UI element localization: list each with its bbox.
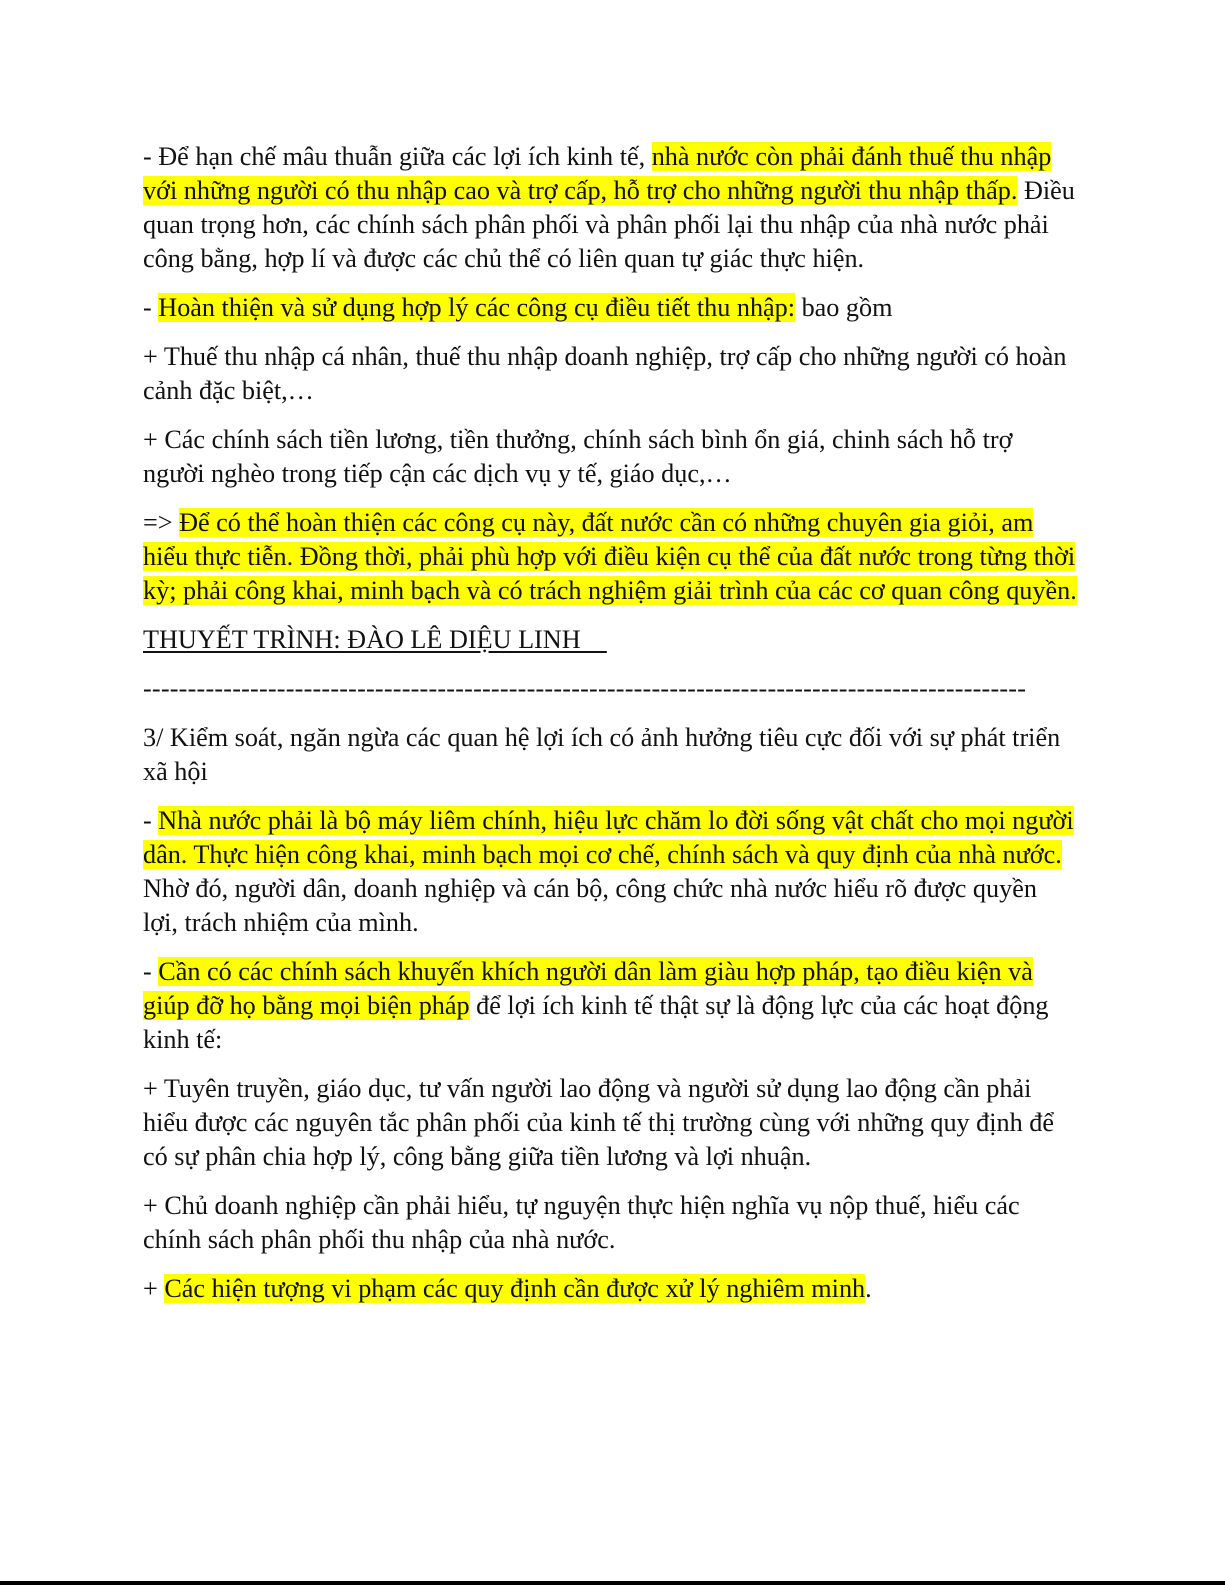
- section-title-control: [143, 721, 1078, 789]
- paragraph-encourage-wealth: [143, 955, 1078, 1057]
- paragraph-text: + Các chính sách tiền lương, tiền thưởng, chính sách bình ổn giá, chinh sách hỗ trợ người nghèo trong tiếp cận các dịch vụ y tế, giáo dục,…: [143, 425, 1013, 488]
- highlighted-text: Hoàn thiện và sử dụng hợp lý các công cụ điều tiết thu nhập:: [158, 293, 796, 322]
- paragraph-bullet-taxes: [143, 340, 1078, 408]
- highlighted-text: Để có thể hoàn thiện các công cụ này, đất nước cần có những chuyên gia giỏi, am hiểu thực tiễn. Đồng thời, phải phù hợp với điều kiện cụ thể của đất nước trong từng thời kỳ; phải công khai, minh bạch và có trách nghiệm giải trình của các cơ quan công quyền.: [143, 508, 1077, 605]
- paragraph-text: để lợi ích kinh tế thật sự là động lực của các hoạt động kinh tế:: [143, 991, 1049, 1054]
- paragraph-text: -: [143, 293, 159, 322]
- paragraph-bullet-violations: [143, 1272, 1078, 1306]
- paragraph-text: +: [143, 1274, 165, 1303]
- highlighted-text: nhà nước còn phải đánh thuế thu nhập với những người có thu nhập cao và trợ cấp, hỗ trợ cho những người thu nhập thấp.: [143, 142, 1052, 205]
- paragraph-text: =>: [143, 508, 180, 537]
- highlighted-text: Các hiện tượng vi phạm các quy định cần được xử lý nghiêm minh: [164, 1274, 866, 1303]
- paragraph-income-tools: [143, 291, 1078, 325]
- highlighted-text: Nhà nước phải là bộ máy liêm chính, hiệu lực chăm lo đời sống vật chất cho mọi người dân. Thực hiện công khai, minh bạch mọi cơ chế, chính sách và quy định của nhà nước.: [143, 806, 1074, 869]
- paragraph-conclusion-experts: [143, 506, 1078, 608]
- paragraph-text: + Tuyên truyền, giáo dục, tư vấn người lao động và người sử dụng lao động cần phải hiểu được các nguyên tắc phân phối của kinh tế thị trường cùng với những quy định để có sự phân chia hợp lý, công bằng giữa tiền lương và lợi nhuận.: [143, 1074, 1055, 1171]
- presenter-heading: THUYẾT TRÌNH: ĐÀO LÊ DIỆU LINH: [143, 625, 607, 654]
- paragraph-bullet-business-owners: [143, 1189, 1078, 1257]
- document-body: [143, 140, 1078, 1321]
- page-bottom-border: [0, 1581, 1225, 1585]
- paragraph-text: .: [865, 1274, 872, 1303]
- paragraph-tax-redistribution: [143, 140, 1078, 276]
- paragraph-state-integrity: [143, 804, 1078, 940]
- paragraph-text: Nhờ đó, người dân, doanh nghiệp và cán bộ, công chức nhà nước hiểu rõ được quyền lợi, trách nhiệm của mình.: [143, 874, 1037, 937]
- paragraph-text: -: [143, 806, 159, 835]
- paragraph-text: -: [143, 957, 159, 986]
- paragraph-text: bao gồm: [795, 293, 893, 322]
- paragraph-bullet-policies: [143, 423, 1078, 491]
- highlighted-text: Cần có các chính sách khuyến khích người dân làm giàu hợp pháp, tạo điều kiện và giúp đỡ họ bằng mọi biện pháp: [143, 957, 1033, 1020]
- paragraph-text: - Để hạn chế mâu thuẫn giữa các lợi ích kinh tế,: [143, 142, 652, 171]
- paragraph-text: + Chủ doanh nghiệp cần phải hiểu, tự nguyện thực hiện nghĩa vụ nộp thuế, hiểu các chính sách phân phối thu nhập của nhà nước.: [143, 1191, 1020, 1254]
- dashed-divider: ---------------------------------------------------------------------------------------------------: [143, 674, 1027, 703]
- paragraph-text: 3/ Kiểm soát, ngăn ngừa các quan hệ lợi ích có ảnh hưởng tiêu cực đối với sự phát triển xã hội: [143, 723, 1061, 786]
- paragraph-text: + Thuế thu nhập cá nhân, thuế thu nhập doanh nghiệp, trợ cấp cho những người có hoàn cảnh đặc biệt,…: [143, 342, 1067, 405]
- paragraph-bullet-education: [143, 1072, 1078, 1174]
- paragraph-text: Điều quan trọng hơn, các chính sách phân phối và phân phối lại thu nhập của nhà nước phải công bằng, hợp lí và được các chủ thể có liên quan tự giác thực hiện.: [143, 176, 1075, 273]
